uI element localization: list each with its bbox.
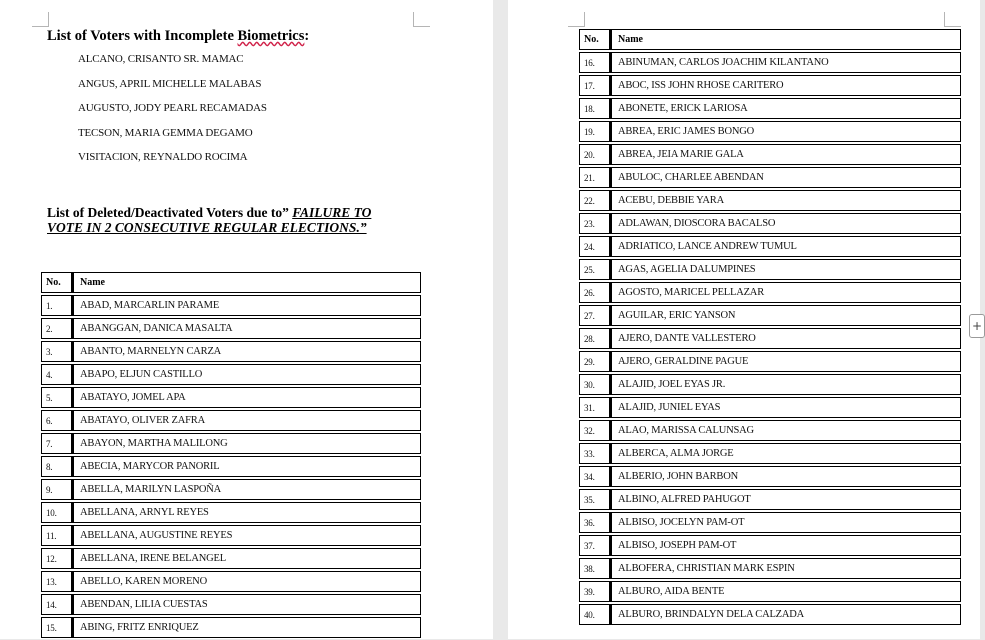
voter-name-cell: ABREA, JEIA MARIE GALA [611, 144, 961, 165]
row-number-cell: 20. [579, 144, 611, 165]
voter-name-cell: ABATAYO, JOMEL APA [73, 387, 421, 408]
table-row [41, 341, 421, 362]
row-number-cell: 21. [579, 167, 611, 188]
margin-corner-mark [32, 12, 49, 27]
document-page-left [0, 0, 493, 639]
row-number-cell: 23. [579, 213, 611, 234]
voter-name-cell: ABANGGAN, DANICA MASALTA [73, 318, 421, 339]
voter-name-cell: ALBERIO, JOHN BARBON [611, 466, 961, 487]
voter-name-cell: ABAPO, ELJUN CASTILLO [73, 364, 421, 385]
table-row [579, 535, 961, 556]
voter-name-cell: AGAS, AGELIA DALUMPINES [611, 259, 961, 280]
voter-name-cell: ABELLANA, AUGUSTINE REYES [73, 525, 421, 546]
row-number-cell: 28. [579, 328, 611, 349]
table-row [41, 387, 421, 408]
table-row [579, 466, 961, 487]
table-row [579, 190, 961, 211]
table-row [41, 433, 421, 454]
table-row [579, 397, 961, 418]
row-number-cell: 35. [579, 489, 611, 510]
deleted-voters-heading: List of Deleted/Deactivated Voters due to” FAILURE TO VOTE IN 2 CONSECUTIVE REGULAR ELECTIONS.” [47, 205, 372, 235]
voter-name-cell: ABENDAN, LILIA CUESTAS [73, 594, 421, 615]
row-number-cell: 6. [41, 410, 73, 431]
column-header-no: No. [41, 272, 73, 293]
list-item: TECSON, MARIA GEMMA DEGAMO [78, 126, 253, 139]
voter-name-cell: ADRIATICO, LANCE ANDREW TUMUL [611, 236, 961, 257]
table-row [41, 617, 421, 638]
biometrics-voter-list [78, 53, 267, 176]
row-number-cell: 9. [41, 479, 73, 500]
row-number-cell: 31. [579, 397, 611, 418]
voter-name-cell: ABANTO, MARNELYN CARZA [73, 341, 421, 362]
table-row [579, 98, 961, 119]
table-row [41, 502, 421, 523]
deleted-voters-table-continued [579, 27, 961, 627]
table-row [41, 571, 421, 592]
table-header-row [41, 272, 421, 293]
margin-corner-mark [944, 12, 961, 27]
table-row [41, 410, 421, 431]
row-number-cell: 15. [41, 617, 73, 638]
voter-name-cell: ABING, FRITZ ENRIQUEZ [73, 617, 421, 638]
voter-name-cell: ALAO, MARISSA CALUNSAG [611, 420, 961, 441]
table-row [579, 75, 961, 96]
table-row [41, 479, 421, 500]
table-row [579, 282, 961, 303]
row-number-cell: 12. [41, 548, 73, 569]
table-row [579, 259, 961, 280]
voter-name-cell: ALBISO, JOCELYN PAM-OT [611, 512, 961, 533]
row-number-cell: 25. [579, 259, 611, 280]
biometrics-heading: List of Voters with Incomplete Biometrics: [47, 28, 310, 44]
row-number-cell: 34. [579, 466, 611, 487]
voter-name-cell: ALBINO, ALFRED PAHUGOT [611, 489, 961, 510]
table-row [41, 295, 421, 316]
voter-name-cell: ABATAYO, OLIVER ZAFRA [73, 410, 421, 431]
row-number-cell: 27. [579, 305, 611, 326]
row-number-cell: 8. [41, 456, 73, 477]
voter-name-cell: ABELLO, KAREN MORENO [73, 571, 421, 592]
margin-corner-mark [568, 12, 585, 27]
misspelled-word: Biometrics [237, 28, 305, 44]
table-row [579, 558, 961, 579]
column-header-name: Name [73, 272, 421, 293]
voter-name-cell: ALBURO, AIDA BENTE [611, 581, 961, 602]
row-number-cell: 5. [41, 387, 73, 408]
table-row [579, 489, 961, 510]
table-row [41, 525, 421, 546]
row-number-cell: 4. [41, 364, 73, 385]
voter-name-cell: AGUILAR, ERIC YANSON [611, 305, 961, 326]
voter-name-cell: ABONETE, ERICK LARIOSA [611, 98, 961, 119]
table-header-row [579, 29, 961, 50]
deleted-voters-table [41, 270, 421, 640]
table-row [579, 351, 961, 372]
row-number-cell: 29. [579, 351, 611, 372]
list-item: AUGUSTO, JODY PEARL RECAMADAS [78, 102, 267, 114]
table-row [41, 594, 421, 615]
table-row [579, 52, 961, 73]
column-header-no: No. [579, 29, 611, 50]
row-number-cell: 39. [579, 581, 611, 602]
table-row [41, 318, 421, 339]
voter-name-cell: ALBURO, BRINDALYN DELA CALZADA [611, 604, 961, 625]
table-row [579, 167, 961, 188]
voter-name-cell: ABINUMAN, CARLOS JOACHIM KILANTANO [611, 52, 961, 73]
table-row [579, 236, 961, 257]
table-row [579, 374, 961, 395]
table-row [579, 443, 961, 464]
voter-name-cell: AGOSTO, MARICEL PELLAZAR [611, 282, 961, 303]
voter-name-cell: ACEBU, DEBBIE YARA [611, 190, 961, 211]
row-number-cell: 36. [579, 512, 611, 533]
row-number-cell: 17. [579, 75, 611, 96]
row-number-cell: 11. [41, 525, 73, 546]
table-row [579, 512, 961, 533]
margin-corner-mark [413, 12, 430, 27]
row-number-cell: 33. [579, 443, 611, 464]
voter-name-cell: ABECIA, MARYCOR PANORIL [73, 456, 421, 477]
voter-name-cell: ALAJID, JOEL EYAS JR. [611, 374, 961, 395]
add-row-button[interactable]: + [969, 314, 985, 338]
table-row [41, 364, 421, 385]
row-number-cell: 16. [579, 52, 611, 73]
row-number-cell: 22. [579, 190, 611, 211]
row-number-cell: 37. [579, 535, 611, 556]
list-item: ANGUS, APRIL MICHELLE MALABAS [78, 77, 262, 90]
row-number-cell: 10. [41, 502, 73, 523]
row-number-cell: 14. [41, 594, 73, 615]
table-row [579, 213, 961, 234]
row-number-cell: 3. [41, 341, 73, 362]
column-header-name: Name [611, 29, 961, 50]
row-number-cell: 7. [41, 433, 73, 454]
voter-name-cell: ALBISO, JOSEPH PAM-OT [611, 535, 961, 556]
voter-name-cell: AJERO, DANTE VALLESTERO [611, 328, 961, 349]
voter-name-cell: ABELLA, MARILYN LASPOÑA [73, 479, 421, 500]
table-row [579, 305, 961, 326]
row-number-cell: 32. [579, 420, 611, 441]
voter-name-cell: ABELLANA, ARNYL REYES [73, 502, 421, 523]
row-number-cell: 30. [579, 374, 611, 395]
row-number-cell: 19. [579, 121, 611, 142]
voter-name-cell: ALBOFERA, CHRISTIAN MARK ESPIN [611, 558, 961, 579]
voter-name-cell: ABAYON, MARTHA MALILONG [73, 433, 421, 454]
voter-name-cell: ABOC, ISS JOHN RHOSE CARITERO [611, 75, 961, 96]
table-row [579, 328, 961, 349]
table-row [41, 548, 421, 569]
voter-name-cell: ABULOC, CHARLEE ABENDAN [611, 167, 961, 188]
voter-name-cell: ABAD, MARCARLIN PARAME [73, 295, 421, 316]
row-number-cell: 2. [41, 318, 73, 339]
table-row [579, 144, 961, 165]
voter-name-cell: AJERO, GERALDINE PAGUE [611, 351, 961, 372]
voter-name-cell: ALBERCA, ALMA JORGE [611, 443, 961, 464]
table-row [579, 420, 961, 441]
row-number-cell: 13. [41, 571, 73, 592]
table-row [41, 456, 421, 477]
voter-name-cell: ALAJID, JUNIEL EYAS [611, 397, 961, 418]
table-row [579, 604, 961, 625]
voter-name-cell: ABELLANA, IRENE BELANGEL [73, 548, 421, 569]
list-item: ALCANO, CRISANTO SR. MAMAC [78, 53, 244, 65]
table-row [579, 121, 961, 142]
row-number-cell: 26. [579, 282, 611, 303]
list-item: VISITACION, REYNALDO ROCIMA [78, 151, 248, 163]
table-row [579, 581, 961, 602]
row-number-cell: 40. [579, 604, 611, 625]
voter-name-cell: ABREA, ERIC JAMES BONGO [611, 121, 961, 142]
row-number-cell: 38. [579, 558, 611, 579]
voter-name-cell: ADLAWAN, DIOSCORA BACALSO [611, 213, 961, 234]
row-number-cell: 24. [579, 236, 611, 257]
row-number-cell: 18. [579, 98, 611, 119]
row-number-cell: 1. [41, 295, 73, 316]
